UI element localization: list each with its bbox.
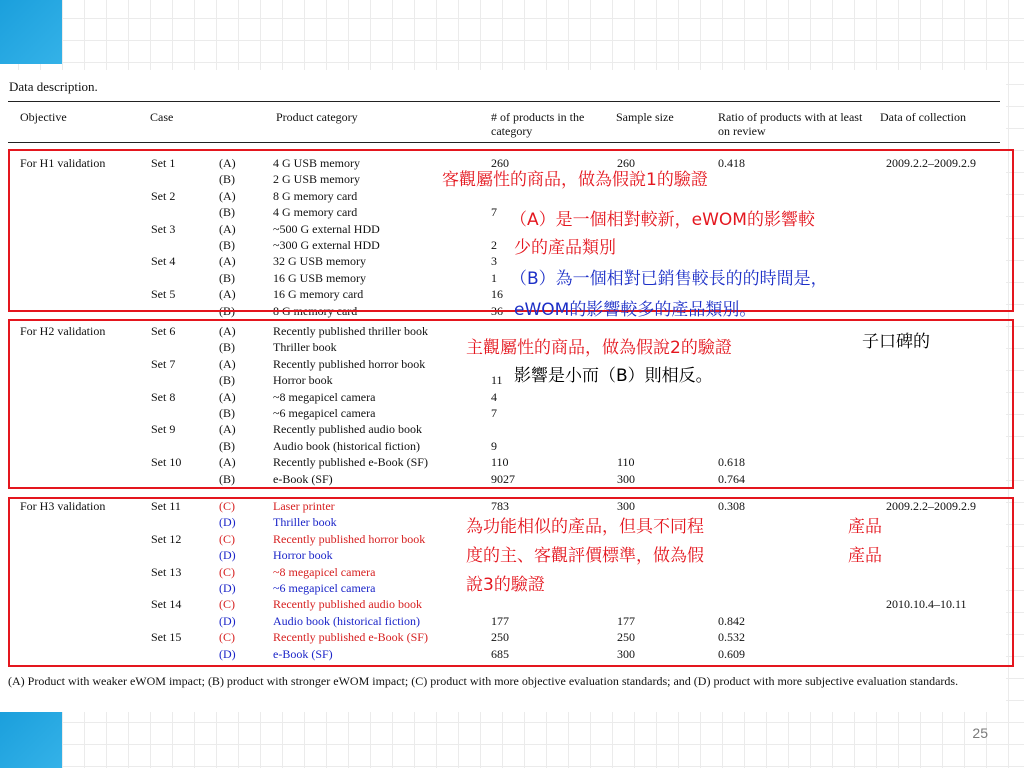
table-cell-product: Thriller book — [273, 515, 337, 530]
table-cell-product: e-Book (SF) — [273, 471, 333, 486]
table-cell-product: Audio book (historical fiction) — [273, 613, 420, 628]
h1-annotation-b-line2: eWOM的影響較多的產品類別。 — [514, 300, 757, 320]
table-cell-label: (D) — [219, 515, 236, 530]
table-cell-product: e-Book (SF) — [273, 646, 333, 661]
table-cell-product: 8 G memory card — [273, 303, 358, 318]
table-cell-label: (D) — [219, 581, 236, 595]
table-cell-ratio: 0.532 — [718, 630, 745, 645]
header-num-products: # of products in the category — [491, 110, 585, 138]
group-objective: For H3 validation — [20, 499, 106, 513]
h3-annotation-line3: 說3的驗證 — [466, 575, 545, 595]
table-cell-num: 16 — [491, 287, 503, 302]
table-rule-header — [8, 142, 1000, 143]
table-cell-ratio: 0.609 — [718, 646, 745, 661]
table-cell-product: 4 G memory card — [273, 205, 358, 220]
table-cell-label: (B) — [219, 270, 235, 285]
table-cell-label: (A) — [219, 389, 236, 404]
table-cell-set: Set 2 — [151, 188, 176, 203]
table-cell-label: (B) — [219, 438, 235, 453]
table-cell-label: (B) — [219, 373, 235, 388]
h3-annotation — [466, 513, 704, 600]
table-cell-product: Thriller book — [273, 340, 337, 355]
table-cell-num: 3 — [491, 254, 497, 269]
table-cell-label: (C) — [219, 564, 235, 579]
table-cell-label: (C) — [219, 531, 235, 546]
table-cell-label: (A) — [219, 221, 236, 236]
table-cell-collection: 2009.2.2–2009.2.9 — [886, 156, 976, 170]
table-cell-sample: 300 — [617, 646, 635, 661]
h1-annotation-a-line2: 少的產品類別 — [514, 238, 616, 258]
header-case: Case — [150, 110, 174, 124]
table-cell-product: Audio book (historical fiction) — [273, 438, 420, 453]
slide-accent-top — [0, 0, 62, 64]
table-cell-product: 4 G USB memory — [273, 156, 360, 170]
h3-annotation-line2: 度的主、客觀評價標準，做為假 — [466, 546, 704, 566]
header-ratio: Ratio of products with at least on review — [718, 110, 863, 138]
table-cell-product: ~500 G external HDD — [273, 221, 380, 236]
table-caption: Data description. — [9, 79, 98, 94]
table-cell-product: ~6 megapicel camera — [273, 406, 376, 420]
table-cell-product: Recently published e-Book (SF) — [273, 455, 428, 470]
table-cell-sample: 260 — [617, 156, 635, 170]
table-cell-num: 4 — [491, 389, 497, 404]
page-number: 25 — [972, 725, 988, 741]
table-cell-num: 685 — [491, 646, 509, 661]
table-cell-set: Set 5 — [151, 287, 176, 302]
table-cell-product: 32 G USB memory — [273, 254, 366, 269]
table-cell-product: Recently published horror book — [273, 356, 426, 371]
table-cell-num: 783 — [491, 499, 509, 513]
table-cell-label: (C) — [219, 499, 235, 513]
table-cell-set: Set 12 — [151, 531, 182, 546]
table-cell-label: (D) — [219, 646, 236, 661]
table-cell-sample: 177 — [617, 613, 635, 628]
table-cell-set: Set 1 — [151, 156, 176, 170]
table-rule-top — [8, 101, 1000, 102]
table-cell-sample: 300 — [617, 499, 635, 513]
table-cell-ratio: 0.418 — [718, 156, 745, 170]
table-cell-label: (B) — [219, 340, 235, 355]
table-cell-label: (D) — [219, 613, 236, 628]
table-cell-product: Horror book — [273, 548, 333, 563]
table-cell-label: (A) — [219, 356, 236, 371]
h2-annotation-fragment: 子口碑的 — [862, 332, 930, 352]
table-cell-product: 8 G memory card — [273, 188, 358, 203]
h3-fragment-1: 產品 — [848, 517, 882, 537]
table-cell-label: (A) — [219, 324, 236, 338]
table-cell-ratio: 0.618 — [718, 455, 745, 470]
h1-annotation-title: 客觀屬性的商品，做為假說1的驗證 — [442, 170, 708, 190]
table-cell-label: (A) — [219, 287, 236, 302]
table-cell-label: (A) — [219, 156, 236, 170]
table-cell-product: 2 G USB memory — [273, 172, 360, 187]
table-cell-label: (B) — [219, 172, 235, 187]
table-cell-collection: 2010.10.4–10.11 — [886, 597, 967, 612]
slide-accent-bottom — [0, 712, 62, 768]
table-cell-set: Set 8 — [151, 389, 176, 404]
table-cell-num: 250 — [491, 630, 509, 645]
table-cell-product: Recently published horror book — [273, 531, 426, 546]
table-cell-sample: 300 — [617, 471, 635, 486]
table-cell-label: (B) — [219, 406, 235, 420]
table-cell-set: Set 9 — [151, 422, 176, 437]
h2-annotation-title: 主觀屬性的商品，做為假說2的驗證 — [466, 338, 732, 358]
table-cell-ratio: 0.764 — [718, 471, 745, 486]
table-cell-label: (A) — [219, 422, 236, 437]
table-cell-num: 36 — [491, 303, 503, 318]
h3-annotation-fragments — [848, 513, 882, 571]
table-cell-set: Set 3 — [151, 221, 176, 236]
table-cell-num: 7 — [491, 205, 497, 220]
header-product-category: Product category — [276, 110, 358, 124]
table-cell-set: Set 14 — [151, 597, 182, 612]
table-cell-num: 7 — [491, 406, 497, 420]
table-cell-set: Set 15 — [151, 630, 182, 645]
table-cell-set: Set 6 — [151, 324, 176, 338]
table-cell-product: ~6 megapicel camera — [273, 581, 376, 595]
table-cell-num: 9027 — [491, 471, 515, 486]
table-cell-product: Laser printer — [273, 499, 335, 513]
table-cell-product: ~300 G external HDD — [273, 238, 380, 252]
table-cell-label: (B) — [219, 238, 235, 252]
table-cell-set: Set 11 — [151, 499, 181, 513]
table-cell-collection: 2009.2.2–2009.2.9 — [886, 499, 976, 513]
table-cell-product: Recently published audio book — [273, 597, 422, 612]
table-cell-label: (C) — [219, 597, 235, 612]
table-cell-ratio: 0.308 — [718, 499, 745, 513]
table-cell-label: (B) — [219, 303, 235, 318]
table-cell-num: 2 — [491, 238, 497, 252]
table-footnote: (A) Product with weaker eWOM impact; (B) product with stronger eWOM impact; (C) product with more objective evaluation standards; and (D) product with more subjective evaluation standards. — [8, 674, 959, 688]
group-objective: For H2 validation — [20, 324, 106, 338]
table-cell-num: 11 — [491, 373, 503, 388]
group-objective: For H1 validation — [20, 156, 106, 170]
table-cell-product: 16 G USB memory — [273, 270, 366, 285]
header-objective: Objective — [20, 110, 67, 124]
header-sample-size: Sample size — [616, 110, 674, 124]
h3-fragment-2: 產品 — [848, 546, 882, 566]
table-cell-label: (D) — [219, 548, 236, 563]
table-cell-label: (A) — [219, 188, 236, 203]
table-cell-product: Recently published thriller book — [273, 324, 428, 338]
table-cell-product: ~8 megapicel camera — [273, 564, 376, 579]
h2-annotation-line2: 影響是小而（B）則相反。 — [514, 366, 713, 386]
table-cell-set: Set 10 — [151, 455, 182, 470]
table-cell-sample: 110 — [617, 455, 635, 470]
table-cell-product: Recently published audio book — [273, 422, 422, 437]
table-cell-label: (C) — [219, 630, 235, 645]
h1-annotation-a-line1: （A）是一個相對較新，eWOM的影響較 — [510, 210, 815, 230]
table-cell-label: (B) — [219, 205, 235, 220]
table-cell-set: Set 4 — [151, 254, 176, 269]
table-cell-set: Set 13 — [151, 564, 182, 579]
h1-annotation-b-line1: （B）為一個相對已銷售較長的的時間是， — [510, 269, 828, 289]
table-cell-num: 177 — [491, 613, 509, 628]
table-cell-num: 110 — [491, 455, 509, 470]
table-cell-num: 1 — [491, 270, 497, 285]
table-cell-product: 16 G memory card — [273, 287, 364, 302]
table-cell-product: Horror book — [273, 373, 333, 388]
h3-annotation-line1: 為功能相似的產品，但具不同程 — [466, 517, 704, 537]
table-cell-num: 260 — [491, 156, 509, 170]
table-cell-label: (A) — [219, 254, 236, 269]
table-cell-set: Set 7 — [151, 356, 176, 371]
table-cell-ratio: 0.842 — [718, 613, 745, 628]
table-cell-num: 9 — [491, 438, 497, 453]
table-cell-sample: 250 — [617, 630, 635, 645]
table-cell-label: (A) — [219, 455, 236, 470]
table-cell-product: ~8 megapicel camera — [273, 389, 376, 404]
header-data-of-collection: Data of collection — [880, 110, 966, 124]
table-cell-label: (B) — [219, 471, 235, 486]
table-cell-product: Recently published e-Book (SF) — [273, 630, 428, 645]
